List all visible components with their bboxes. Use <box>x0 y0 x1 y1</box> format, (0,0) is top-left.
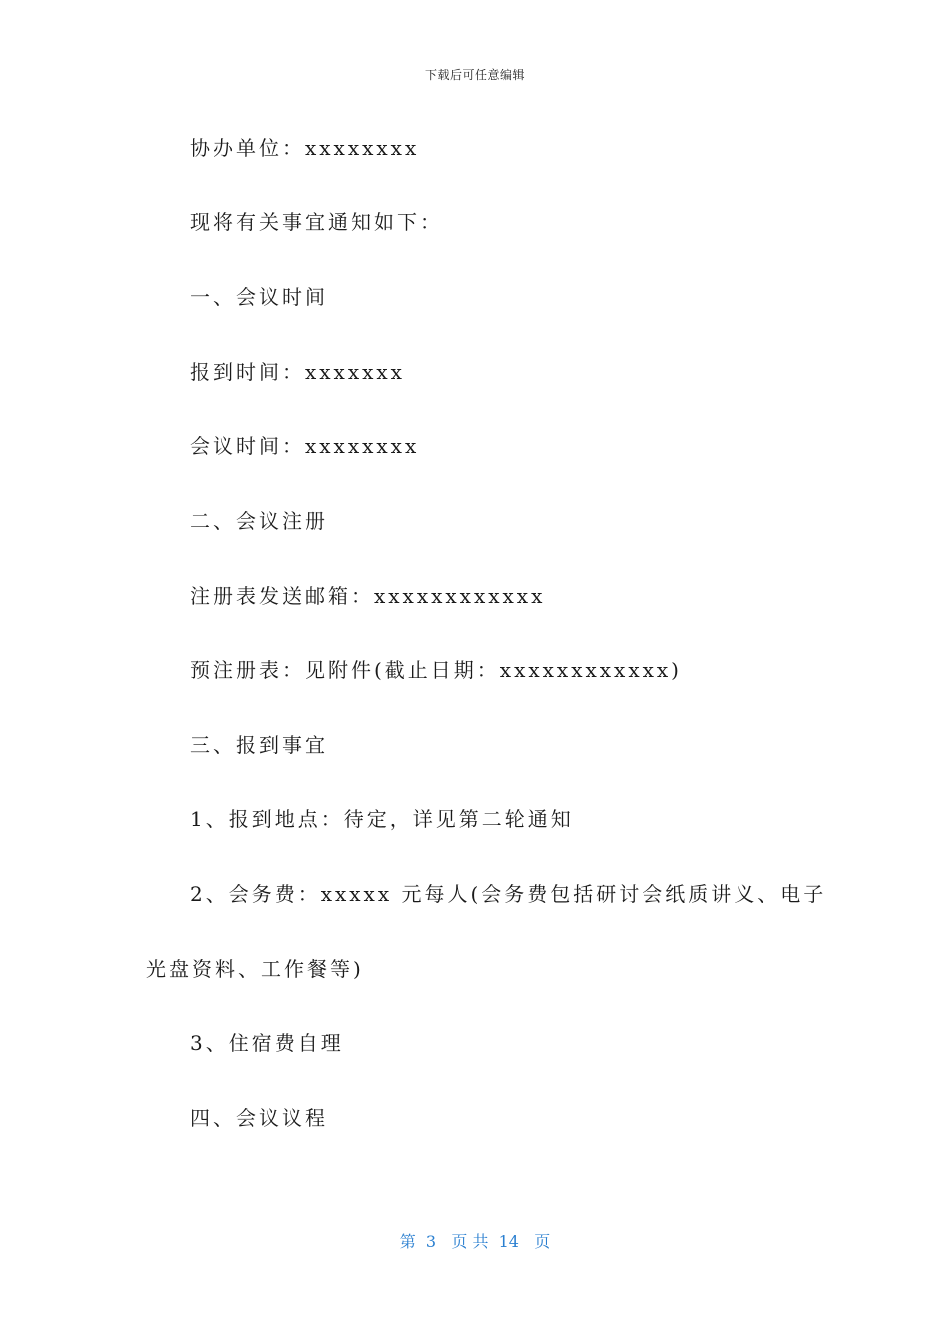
text-line-notice-intro: 现将有关事宜通知如下： <box>190 210 443 234</box>
text-line-meeting-time: 会议时间：xxxxxxxx <box>190 434 420 458</box>
text-line-conference-fee-cont: 光盘资料、工作餐等) <box>146 957 364 981</box>
text-line-registration-email: 注册表发送邮箱：xxxxxxxxxxxx <box>190 584 546 608</box>
text-line-check-in-location: 1、报到地点：待定，详见第二轮通知 <box>190 807 574 831</box>
section-heading-agenda: 四、会议议程 <box>190 1106 328 1130</box>
page-number-footer: 第 3 页 共 14 页 <box>399 1232 551 1251</box>
text-line-conference-fee: 2、会务费：xxxxx 元每人(会务费包括研讨会纸质讲义、电子 <box>190 882 827 906</box>
text-line-registration-time: 报到时间：xxxxxxx <box>190 360 405 384</box>
text-line-co-organizer: 协办单位：xxxxxxxx <box>190 136 420 160</box>
text-line-accommodation: 3、住宿费自理 <box>190 1031 344 1055</box>
section-heading-meeting-time: 一、会议时间 <box>190 285 328 309</box>
section-heading-check-in: 三、报到事宜 <box>190 733 328 757</box>
text-line-pre-registration: 预注册表：见附件(截止日期：xxxxxxxxxxxx) <box>190 658 682 682</box>
section-heading-registration: 二、会议注册 <box>190 509 328 533</box>
header-note: 下载后可任意编辑 <box>424 68 525 82</box>
